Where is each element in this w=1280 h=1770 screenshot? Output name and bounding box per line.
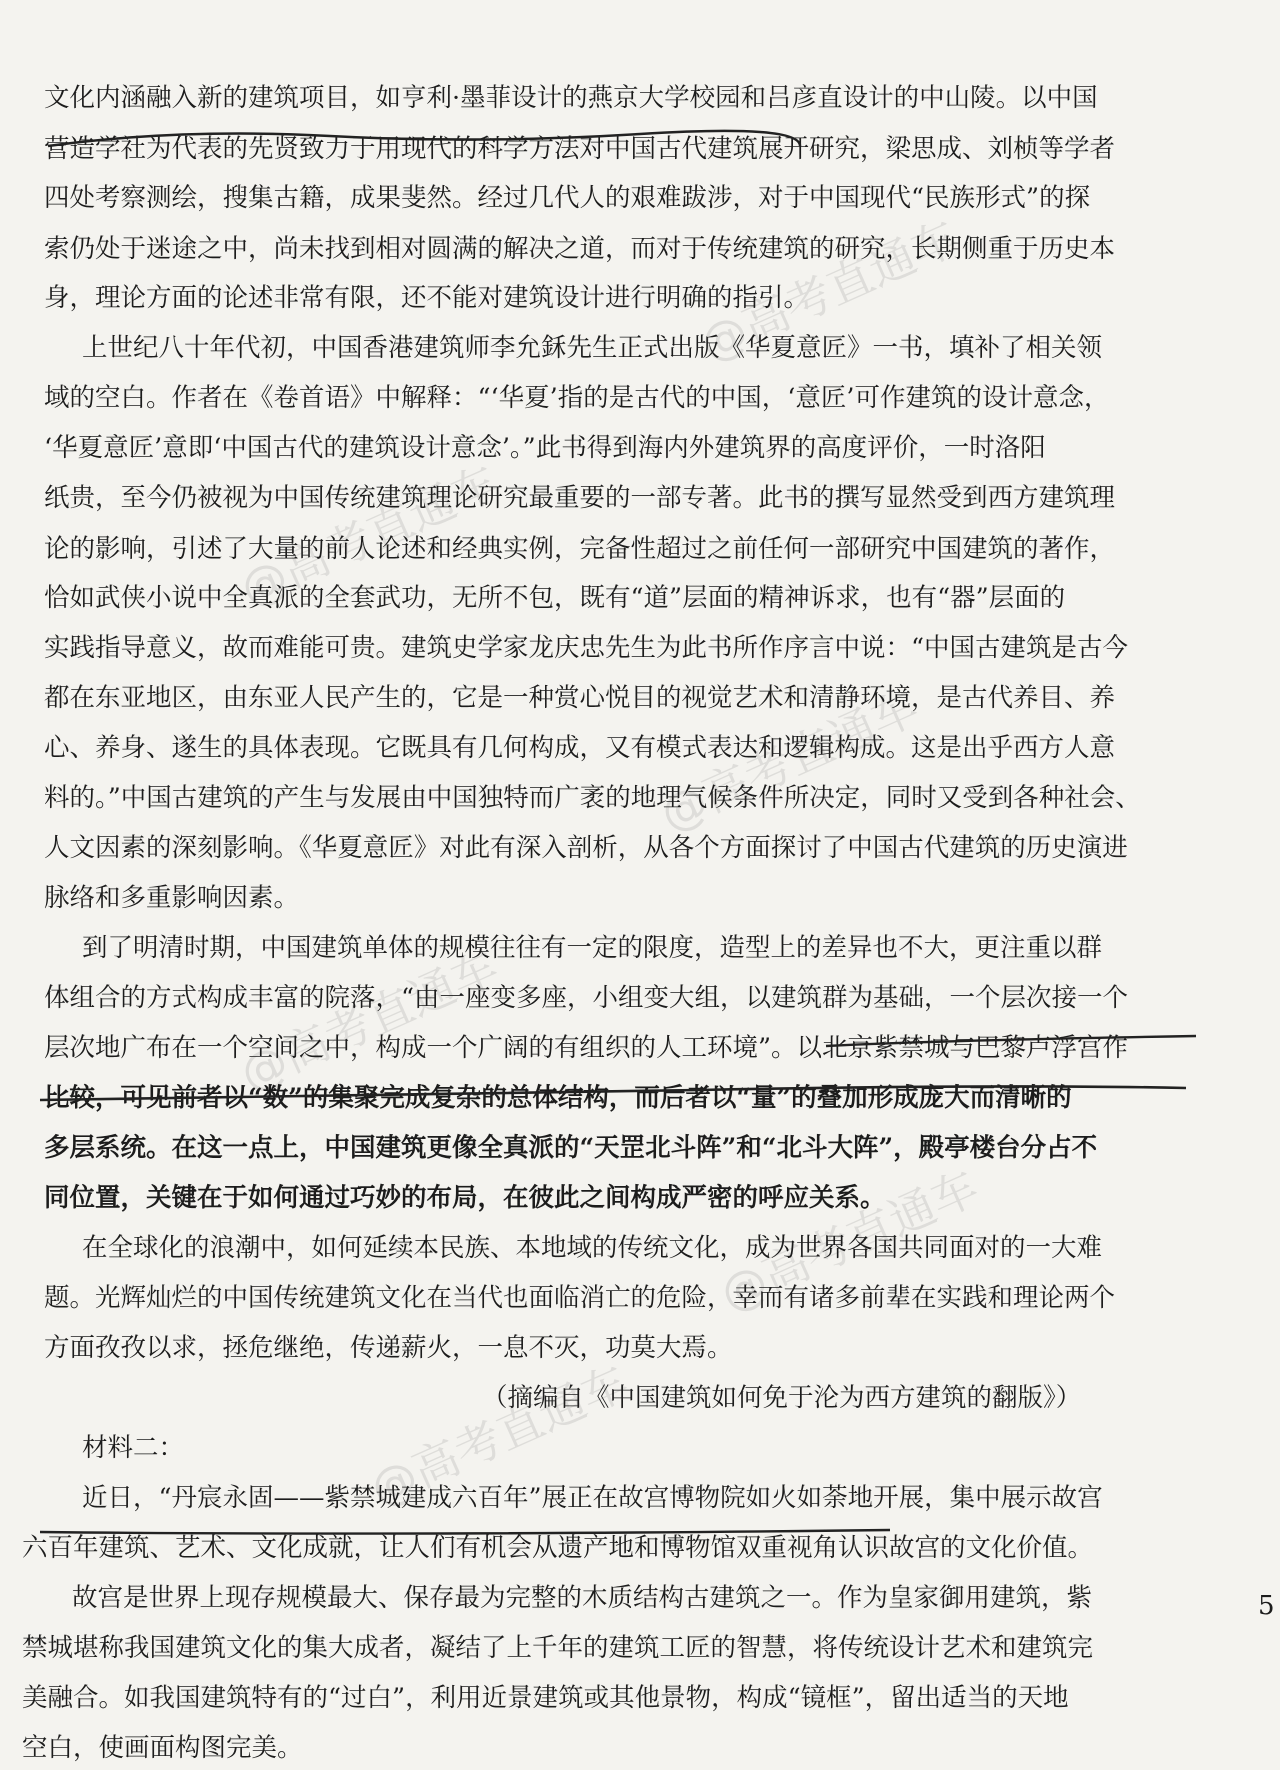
text-line: 人文因素的深刻影响。《华夏意匠》对此有深入剖析，从各个方面探讨了中国古代建筑的历史演进	[44, 833, 1128, 863]
text-line: 论的影响，引述了大量的前人论述和经典实例，完备性超过之前任何一部研究中国建筑的著作，	[44, 534, 1116, 564]
text-line: 恰如武侠小说中全真派的全套武功，无所不包，既有“道”层面的精神诉求，也有“器”层面的	[44, 583, 1066, 613]
text-line: 空白，使画面构图完美。	[22, 1733, 303, 1763]
text-line: 层次地广布在一个空间之中，构成一个广阔的有组织的人工环境”。以北京紫禁城与巴黎卢浮宫作	[44, 1033, 1129, 1063]
text-line: 多层系统。在这一点上，中国建筑更像全真派的“天罡北斗阵”和“北斗大阵”，殿亭楼台分占不	[44, 1133, 1098, 1163]
watermark: @高考直通车	[652, 679, 927, 842]
text-line: 都在东亚地区，由东亚人民产生的，它是一种赏心悦目的视觉艺术和清静环境，是古代养目、养	[44, 683, 1116, 713]
text-line: 营造学社为代表的先贤致力于用现代的科学方法对中国古代建筑展开研究，梁思成、刘桢等学者	[44, 134, 1116, 164]
text-line: 同位置，关键在于如何通过巧妙的布局，在彼此之间构成严密的呼应关系。	[44, 1183, 886, 1213]
text-line: 纸贵，至今仍被视为中国传统建筑理论研究最重要的一部专著。此书的撰写显然受到西方建筑理	[44, 483, 1116, 513]
text-line: 身，理论方面的论述非常有限，还不能对建筑设计进行明确的指引。	[44, 283, 810, 313]
source-citation: （摘编自《中国建筑如何免于沦为西方建筑的翻版》）	[482, 1383, 1082, 1413]
text-line: 上世纪八十年代初，中国香港建筑师李允鉌先生正式出版《华夏意匠》一书，填补了相关领	[82, 333, 1103, 363]
text-line: 到了明清时期，中国建筑单体的规模往往有一定的限度，造型上的差异也不大，更注重以群	[82, 933, 1103, 963]
text-line: 美融合。如我国建筑特有的“过白”，利用近景建筑或其他景物，构成“镜框”，留出适当的天地	[22, 1683, 1069, 1713]
text-line: 比较，可见前者以“数”的集聚完成复杂的总体结构，而后者以“量”的叠加形成庞大而清晰的	[44, 1083, 1072, 1113]
text-line: 四处考察测绘，搜集古籍，成果斐然。经过几代人的艰难跋涉，对于中国现代“民族形式”的探	[44, 183, 1091, 213]
text-line: 实践指导意义，故而难能可贵。建筑史学家龙庆忠先生为此书所作序言中说：“中国古建筑是古今	[44, 633, 1129, 663]
text-line: 六百年建筑、艺术、文化成就，让人们有机会从遗产地和博物馆双重视角认识故宫的文化价值。	[22, 1533, 1094, 1563]
watermark: @高考直通车	[362, 1354, 637, 1517]
text-line: 方面孜孜以求，拯危继绝，传递薪火，一息不灭，功莫大焉。	[44, 1333, 733, 1363]
text-line: 故宫是世界上现存规模最大、保存最为完整的木质结构古建筑之一。作为皇家御用建筑，紫	[72, 1583, 1093, 1613]
text-line: 域的空白。作者在《卷首语》中解释：“‘华夏’指的是古代的中国，‘意匠’可作建筑的设计意念，	[44, 383, 1110, 413]
text-line: 体组合的方式构成丰富的院落，“由一座变多座，小组变大组，以建筑群为基础，一个层次接一个	[44, 983, 1129, 1013]
section-heading: 材料二：	[82, 1433, 185, 1463]
watermark: @高考直通车	[232, 454, 507, 617]
text-line: 脉络和多重影响因素。	[44, 883, 300, 913]
text-line: 题。光辉灿烂的中国传统建筑文化在当代也面临消亡的危险，幸而有诸多前辈在实践和理论两个	[44, 1283, 1116, 1313]
watermark: @高考直通车	[692, 209, 967, 372]
text-line: 索仍处于迷途之中，尚未找到相对圆满的解决之道，而对于传统建筑的研究，长期侧重于历史本	[44, 234, 1116, 264]
text-line: ‘华夏意匠’意即‘中国古代的建筑设计意念’。”此书得到海内外建筑界的高度评价，一时洛阳	[44, 433, 1046, 463]
page-edge-number: 5	[1258, 1591, 1275, 1621]
text-line: 心、养身、遂生的具体表现。它既具有几何构成，又有模式表达和逻辑构成。这是出乎西方人意	[44, 733, 1116, 763]
text-line: 近日，“丹宸永固——紫禁城建成六百年”展正在故宫博物院如火如荼地开展，集中展示故宫	[82, 1483, 1103, 1513]
text-line: 料的。”中国古建筑的产生与发展由中国独特而广袤的地理气候条件所决定，同时又受到各种社会、	[44, 783, 1141, 813]
watermark: @高考直通车	[712, 1159, 987, 1322]
text-line: 文化内涵融入新的建筑项目，如亨利·墨菲设计的燕京大学校园和吕彦直设计的中山陵。以中国	[44, 83, 1098, 113]
text-line: 在全球化的浪潮中，如何延续本民族、本地域的传统文化，成为世界各国共同面对的一大难	[82, 1233, 1103, 1263]
text-line: 禁城堪称我国建筑文化的集大成者，凝结了上千年的建筑工匠的智慧，将传统设计艺术和建筑完	[22, 1633, 1094, 1663]
watermark: @高考直通车	[232, 939, 507, 1102]
